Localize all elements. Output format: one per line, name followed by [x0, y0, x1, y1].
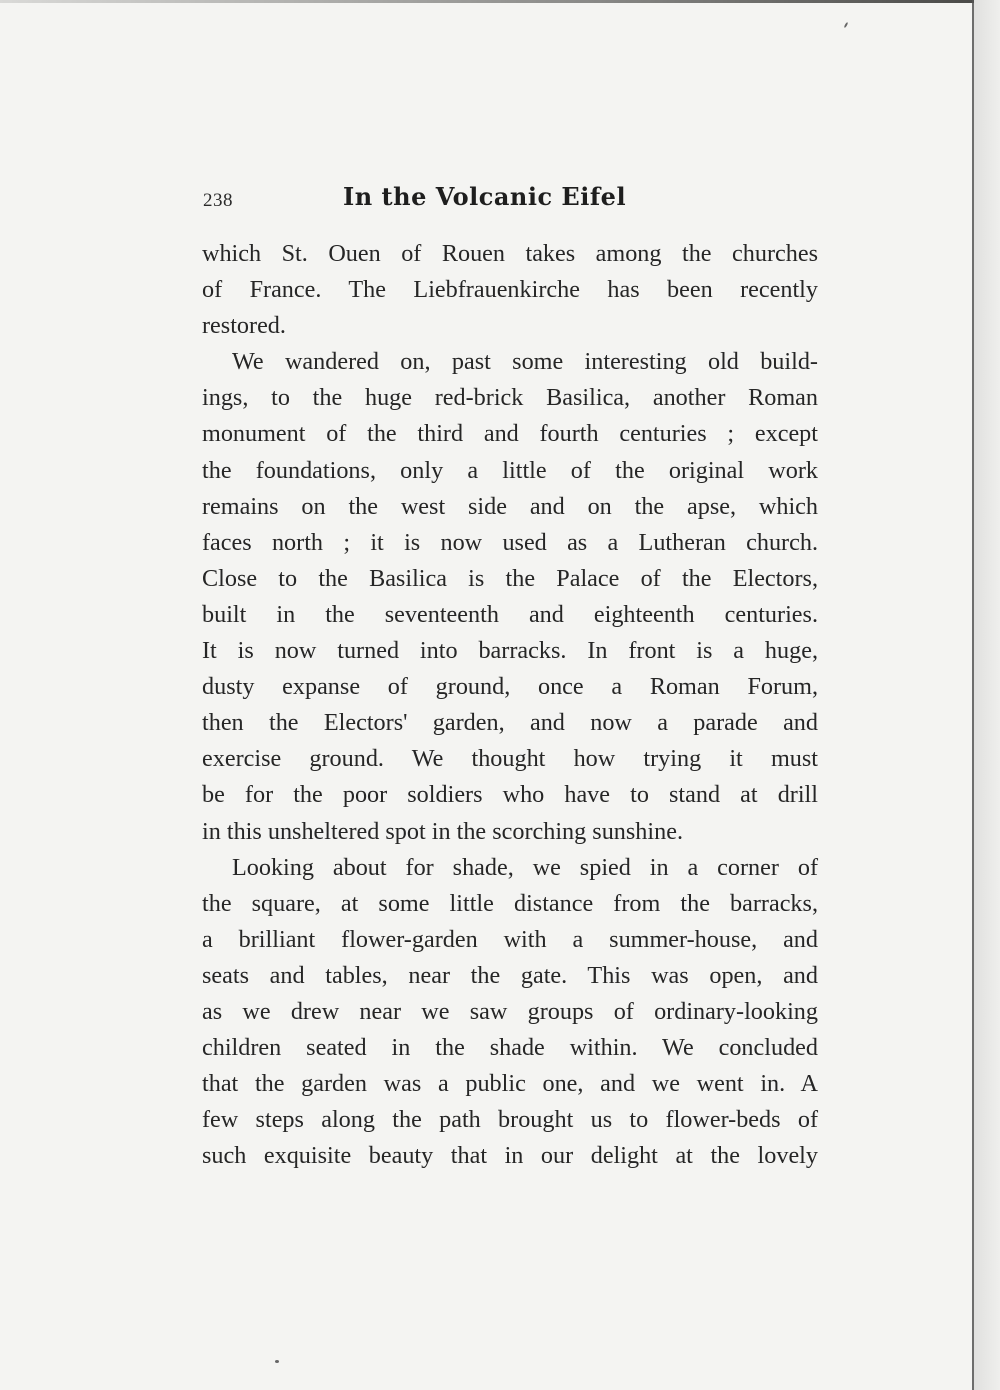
paragraph: [202, 236, 818, 344]
paper-speck: [844, 22, 849, 28]
text-line: a brilliant flower-garden with a summer-house, and: [202, 925, 818, 953]
text-line: the foundations, only a little of the original work: [202, 456, 818, 484]
text-line: built in the seventeenth and eighteenth centuries.: [202, 600, 818, 628]
page-top-edge: [0, 0, 975, 3]
text-line: few steps along the path brought us to flower-beds of: [202, 1106, 818, 1134]
text-line: We wandered on, past some interesting old build-: [232, 348, 818, 376]
text-line: in this unsheltered spot in the scorching sunshine.: [202, 817, 683, 845]
page-gutter-shade: [974, 0, 1000, 1390]
paragraph: [202, 850, 818, 1175]
text-line: exercise ground. We thought how trying it must: [202, 745, 818, 773]
text-line: which St. Ouen of Rouen takes among the churches: [202, 240, 818, 267]
text-line: It is now turned into barracks. In front is a huge,: [202, 637, 818, 665]
text-line: then the Electors' garden, and now a parade and: [202, 709, 818, 737]
text-line: children seated in the shade within. We concluded: [202, 1034, 818, 1062]
text-line: of France. The Liebfrauenkirche has been recently: [202, 276, 818, 304]
text-line: remains on the west side and on the apse, which: [202, 492, 818, 520]
text-line: Close to the Basilica is the Palace of the Electors,: [202, 564, 818, 592]
text-line: the square, at some little distance from the barracks,: [202, 889, 818, 917]
text-line: monument of the third and fourth centuries ; except: [202, 420, 818, 448]
text-line: seats and tables, near the gate. This was open, and: [202, 961, 818, 989]
text-line: Looking about for shade, we spied in a corner of: [232, 853, 818, 881]
text-line: dusty expanse of ground, once a Roman Forum,: [202, 673, 818, 701]
text-line: such exquisite beauty that in our delight at the lovely: [202, 1142, 818, 1170]
text-line: faces north ; it is now used as a Lutheran church.: [202, 528, 818, 556]
text-line: that the garden was a public one, and we went in. A: [202, 1070, 818, 1098]
page-gutter-line: [972, 0, 974, 1390]
text-line: as we drew near we saw groups of ordinary-looking: [202, 997, 818, 1025]
text-line: be for the poor soldiers who have to stand at drill: [202, 781, 818, 809]
book-title: In the Volcanic Eifel: [343, 182, 627, 211]
text-line: ings, to the huge red-brick Basilica, another Roman: [202, 384, 818, 412]
body-text: [202, 236, 818, 1174]
running-head: [203, 182, 817, 222]
text-line: restored.: [202, 312, 286, 340]
paragraph: [202, 344, 818, 849]
page-number: 238: [203, 190, 233, 211]
paper-speck: [275, 1360, 279, 1363]
